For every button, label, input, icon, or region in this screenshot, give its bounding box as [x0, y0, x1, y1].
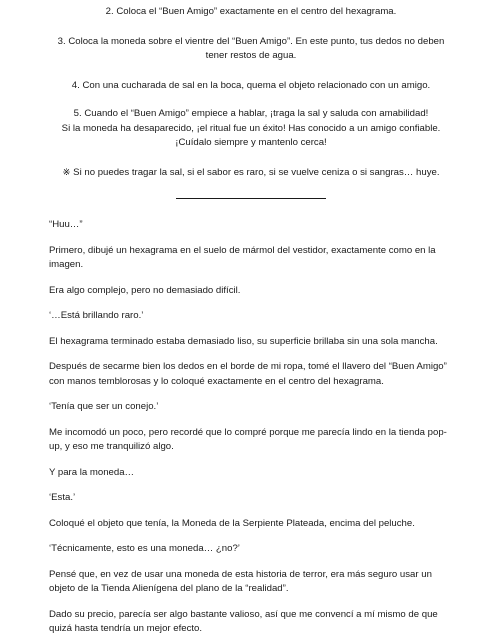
- rule-step-3: 3. Coloca la moneda sobre el vientre del “Buen Amigo”. En este punto, tus dedos no deben tener restos de agua.: [57, 35, 445, 61]
- rule-step-2: 2. Coloca el “Buen Amigo” exactamente en el centro del hexagrama.: [105, 6, 397, 17]
- story-paragraph: Después de secarme bien los dedos en el borde de mi ropa, tomé el llavero del “Buen Amigo” con manos temblorosas y lo coloqué exactamente en el centro del hexagrama.: [49, 361, 447, 387]
- story-paragraph: Primero, dibujé un hexagrama en el suelo de mármol del vestidor, exactamente como en la imagen.: [49, 244, 436, 270]
- rule-step-4: 4. Con una cucharada de sal en la boca, quema el objeto relacionado con un amigo.: [71, 79, 431, 91]
- story-paragraph: El hexagrama terminado estaba demasiado liso, su superficie brillaba sin una sola mancha.: [49, 335, 438, 347]
- story-paragraph: ‘Técnicamente, esto es una moneda… ¿no?’: [49, 543, 240, 554]
- rule-step-5-group: [49, 107, 453, 151]
- story-paragraph: Dado su precio, parecía ser algo bastante valioso, así que me convencí a mí mismo de que quizá hasta tendría un mejor efecto.: [49, 608, 438, 634]
- ritual-warning: ※ Si no puedes tragar la sal, si el sabor es raro, si se vuelve ceniza o si sangras… huye.: [62, 166, 440, 178]
- rule-success-note: Si la moneda ha desaparecido, ¡el ritual fue un éxito! Has conocido a un amigo confiable.: [61, 122, 441, 134]
- section-divider: [176, 198, 326, 199]
- rule-care-note: ¡Cuídalo siempre y mantenlo cerca!: [175, 137, 327, 148]
- story-paragraph: ‘Esta.’: [49, 492, 76, 503]
- story-text: [49, 218, 453, 637]
- story-paragraph: Era algo complejo, pero no demasiado difícil.: [49, 284, 241, 296]
- ritual-rules: [49, 5, 453, 180]
- story-paragraph: Coloqué el objeto que tenía, la Moneda de la Serpiente Plateada, encima del peluche.: [49, 517, 415, 529]
- story-paragraph: Me incomodó un poco, pero recordé que lo compré porque me parecía lindo en la tienda pop-up, y eso me tranquilizó algo.: [49, 426, 447, 452]
- story-paragraph: Y para la moneda…: [49, 466, 135, 478]
- story-paragraph: Pensé que, en vez de usar una moneda de esta historia de terror, era más seguro usar un objeto de la Tienda Alienígena del plano de la “realidad”.: [49, 568, 432, 594]
- story-paragraph: “Huu…”: [49, 219, 83, 230]
- rule-step-5: 5. Cuando el “Buen Amigo” empiece a hablar, ¡traga la sal y saluda con amabilidad!: [73, 108, 429, 119]
- story-paragraph: ‘Tenía que ser un conejo.’: [49, 401, 159, 412]
- story-paragraph: ‘…Está brillando raro.’: [49, 310, 144, 321]
